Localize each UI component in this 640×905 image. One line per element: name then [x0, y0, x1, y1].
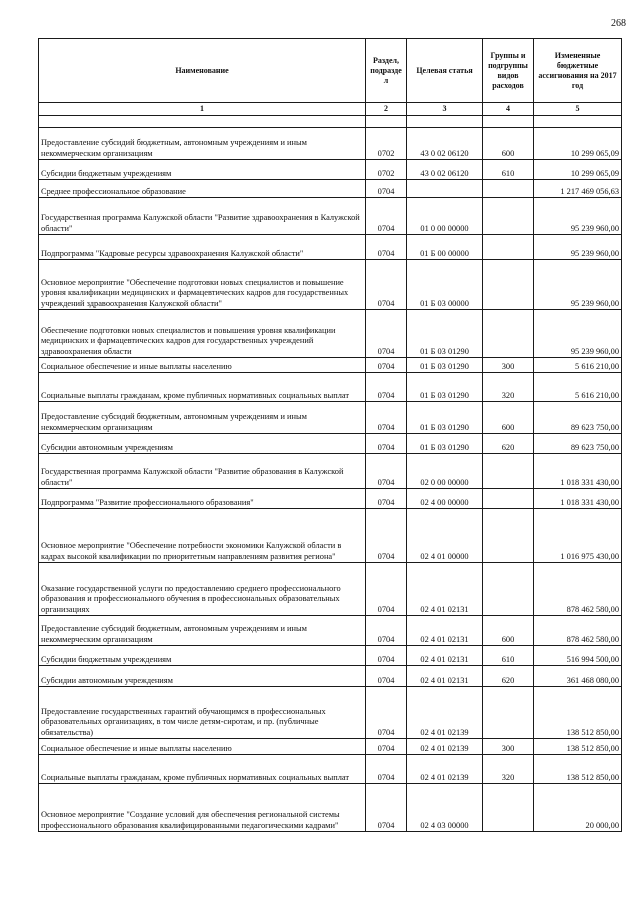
column-number: 2 [366, 103, 407, 116]
table-row [39, 160, 622, 180]
row-amount: 1 016 975 430,00 [534, 509, 622, 563]
row-name: Предоставление субсидий бюджетным, автономным учреждениям и иным некоммерческим организациям [39, 616, 366, 646]
row-amount: 89 623 750,00 [534, 402, 622, 434]
row-article: 43 0 02 06120 [407, 160, 483, 180]
row-article: 01 Б 03 01290 [407, 373, 483, 402]
row-article: 02 4 01 02131 [407, 563, 483, 616]
row-article: 02 4 01 02139 [407, 739, 483, 755]
column-number: 5 [534, 103, 622, 116]
row-amount: 878 462 580,00 [534, 563, 622, 616]
row-article: 01 Б 03 01290 [407, 434, 483, 454]
row-name: Основное мероприятие "Обеспечение подготовки новых специалистов и повышение уровня квалификации медицинских и фармацевтических кадров для государственных учреждений здравоохранения Калужской области" [39, 260, 366, 310]
row-section: 0704 [366, 180, 407, 198]
row-article: 01 Б 00 00000 [407, 235, 483, 260]
column-number: 4 [483, 103, 534, 116]
table-row [39, 180, 622, 198]
budget-table [38, 38, 622, 832]
row-group [483, 310, 534, 358]
table-row [39, 198, 622, 235]
row-name: Обеспечение подготовки новых специалистов и повышения уровня квалификации медицинских и фармацевтических кадров для государственных учреждений здравоохранения области [39, 310, 366, 358]
row-amount: 95 239 960,00 [534, 235, 622, 260]
row-article: 01 Б 03 01290 [407, 402, 483, 434]
row-amount: 138 512 850,00 [534, 755, 622, 784]
header-amount: Измененные бюджетные ассигнования на 2017 год [534, 39, 622, 103]
row-group: 320 [483, 373, 534, 402]
row-group: 300 [483, 358, 534, 373]
row-group: 600 [483, 128, 534, 160]
table-row [39, 666, 622, 687]
column-number: 1 [39, 103, 366, 116]
row-section: 0704 [366, 402, 407, 434]
row-name: Основное мероприятие "Создание условий для обеспечения региональной системы профессионального образования квалифицированными педагогическими кадрами" [39, 784, 366, 832]
row-section: 0702 [366, 160, 407, 180]
table-row [39, 373, 622, 402]
header-name: Наименование [39, 39, 366, 103]
row-section: 0704 [366, 260, 407, 310]
row-article: 01 Б 03 00000 [407, 260, 483, 310]
column-number-row [39, 103, 622, 116]
row-amount: 516 994 500,00 [534, 646, 622, 666]
row-section: 0704 [366, 358, 407, 373]
row-amount: 1 018 331 430,00 [534, 454, 622, 489]
spacer-row [39, 116, 622, 128]
row-amount: 5 616 210,00 [534, 358, 622, 373]
column-number: 3 [407, 103, 483, 116]
row-amount: 138 512 850,00 [534, 687, 622, 739]
row-article: 01 0 00 00000 [407, 198, 483, 235]
row-amount: 20 000,00 [534, 784, 622, 832]
row-group: 620 [483, 434, 534, 454]
row-name: Государственная программа Калужской области "Развитие здравоохранения в Калужской области" [39, 198, 366, 235]
row-name: Оказание государственной услуги по предоставлению среднего профессионального образования и профессионального обучения в профессиональных образовательных организациях [39, 563, 366, 616]
row-article [407, 180, 483, 198]
row-group: 620 [483, 666, 534, 687]
row-group: 610 [483, 160, 534, 180]
row-name: Государственная программа Калужской области "Развитие образования в Калужской области" [39, 454, 366, 489]
row-amount: 1 018 331 430,00 [534, 489, 622, 509]
row-section: 0704 [366, 616, 407, 646]
row-amount: 138 512 850,00 [534, 739, 622, 755]
row-amount: 95 239 960,00 [534, 310, 622, 358]
row-group [483, 687, 534, 739]
row-name: Субсидии бюджетным учреждениям [39, 646, 366, 666]
row-group [483, 260, 534, 310]
row-amount: 361 468 080,00 [534, 666, 622, 687]
table-row [39, 784, 622, 832]
row-section: 0704 [366, 489, 407, 509]
header-expense-group: Группы и подгруппы видов расходов [483, 39, 534, 103]
row-article: 02 4 03 00000 [407, 784, 483, 832]
row-article: 02 4 00 00000 [407, 489, 483, 509]
table-row [39, 260, 622, 310]
row-section: 0704 [366, 198, 407, 235]
row-name: Основное мероприятие "Обеспечение потребности экономики Калужской области в кадрах высокой квалификации по приоритетным направлениям развития региона" [39, 509, 366, 563]
row-group [483, 563, 534, 616]
table-row [39, 434, 622, 454]
row-group [483, 454, 534, 489]
row-amount: 95 239 960,00 [534, 260, 622, 310]
row-section: 0702 [366, 128, 407, 160]
header-row [39, 39, 622, 103]
row-article: 02 4 01 02131 [407, 666, 483, 687]
row-name: Социальные выплаты гражданам, кроме публичных нормативных социальных выплат [39, 755, 366, 784]
row-amount: 1 217 469 056,63 [534, 180, 622, 198]
row-article: 01 Б 03 01290 [407, 358, 483, 373]
table-row [39, 128, 622, 160]
row-article: 02 4 01 02139 [407, 687, 483, 739]
row-name: Социальные выплаты гражданам, кроме публичных нормативных социальных выплат [39, 373, 366, 402]
row-section: 0704 [366, 687, 407, 739]
row-section: 0704 [366, 434, 407, 454]
row-name: Предоставление субсидий бюджетным, автономным учреждениям и иным некоммерческим организациям [39, 402, 366, 434]
row-group [483, 235, 534, 260]
row-name: Среднее профессиональное образование [39, 180, 366, 198]
table-row [39, 616, 622, 646]
row-group [483, 489, 534, 509]
row-amount: 10 299 065,09 [534, 160, 622, 180]
table-row [39, 509, 622, 563]
row-article: 02 4 01 02131 [407, 616, 483, 646]
table-row [39, 755, 622, 784]
table-row [39, 454, 622, 489]
row-article: 02 0 00 00000 [407, 454, 483, 489]
row-section: 0704 [366, 666, 407, 687]
row-article: 02 4 01 02139 [407, 755, 483, 784]
row-section: 0704 [366, 646, 407, 666]
row-group: 600 [483, 616, 534, 646]
row-group: 320 [483, 755, 534, 784]
row-group: 300 [483, 739, 534, 755]
row-amount: 878 462 580,00 [534, 616, 622, 646]
row-section: 0704 [366, 235, 407, 260]
table-row [39, 310, 622, 358]
row-section: 0704 [366, 509, 407, 563]
row-article: 43 0 02 06120 [407, 128, 483, 160]
header-section: Раздел, подразде л [366, 39, 407, 103]
row-amount: 95 239 960,00 [534, 198, 622, 235]
row-name: Субсидии автономным учреждениям [39, 666, 366, 687]
row-section: 0704 [366, 784, 407, 832]
page-number: 268 [611, 18, 626, 29]
row-group: 610 [483, 646, 534, 666]
row-section: 0704 [366, 373, 407, 402]
row-group [483, 198, 534, 235]
row-name: Предоставление государственных гарантий обучающимся в профессиональных образовательных организациях, в том числе детям-сиротам, и пр. (публичные обязательства) [39, 687, 366, 739]
row-amount: 89 623 750,00 [534, 434, 622, 454]
row-name: Социальное обеспечение и иные выплаты населению [39, 739, 366, 755]
row-section: 0704 [366, 563, 407, 616]
table-row [39, 646, 622, 666]
header-target-article: Целевая статья [407, 39, 483, 103]
table-row [39, 687, 622, 739]
table-body [39, 116, 622, 832]
row-article: 02 4 01 00000 [407, 509, 483, 563]
row-group [483, 509, 534, 563]
row-name: Субсидии бюджетным учреждениям [39, 160, 366, 180]
row-section: 0704 [366, 454, 407, 489]
row-article: 01 Б 03 01290 [407, 310, 483, 358]
row-amount: 5 616 210,00 [534, 373, 622, 402]
table-row [39, 358, 622, 373]
row-section: 0704 [366, 310, 407, 358]
row-name: Подпрограмма "Развитие профессионального образования" [39, 489, 366, 509]
row-group: 600 [483, 402, 534, 434]
row-section: 0704 [366, 739, 407, 755]
table-row [39, 489, 622, 509]
row-amount: 10 299 065,09 [534, 128, 622, 160]
row-name: Предоставление субсидий бюджетным, автономным учреждениям и иным некоммерческим организациям [39, 128, 366, 160]
table-row [39, 235, 622, 260]
row-group [483, 784, 534, 832]
row-name: Подпрограмма "Кадровые ресурсы здравоохранения Калужской области" [39, 235, 366, 260]
row-name: Субсидии автономным учреждениям [39, 434, 366, 454]
table-row [39, 563, 622, 616]
table-row [39, 739, 622, 755]
row-section: 0704 [366, 755, 407, 784]
row-name: Социальное обеспечение и иные выплаты населению [39, 358, 366, 373]
row-article: 02 4 01 02131 [407, 646, 483, 666]
table-row [39, 402, 622, 434]
row-group [483, 180, 534, 198]
